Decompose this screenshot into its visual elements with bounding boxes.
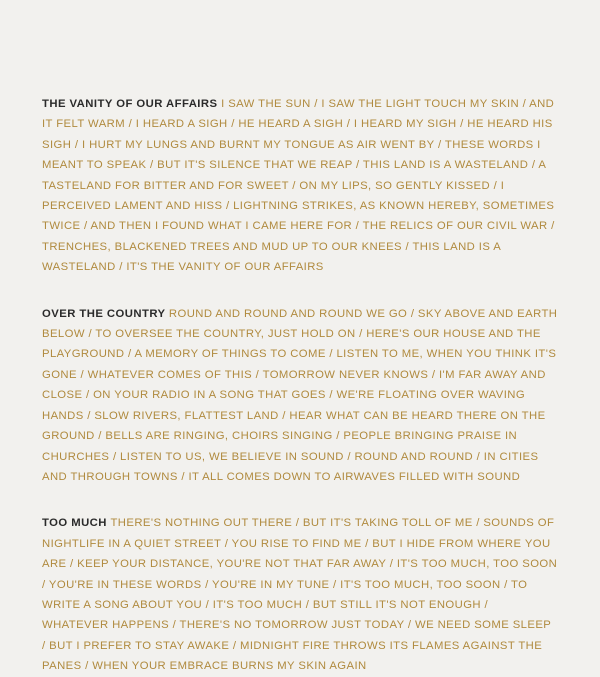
song-paragraph bbox=[42, 94, 558, 278]
song-lyrics: THERE'S NOTHING OUT THERE / BUT IT'S TAKING TOLL OF ME / SOUNDS OF NIGHTLIFE IN A QUIET STREET / YOU RISE TO FIND ME / BUT I HIDE FROM WHERE YOU ARE / KEEP YOUR DISTANCE, YOU'RE NOT THAT FAR AWAY / IT'S TOO MUCH, TOO SOON / YOU'RE IN THESE WORDS / YOU'RE IN MY TUNE / IT'S TOO MUCH, TOO SOON / TO WRITE A SONG ABOUT YOU / IT'S TOO MUCH / BUT STILL IT'S NOT ENOUGH / WHATEVER HAPPENS / THERE'S NO TOMORROW JUST TODAY / WE NEED SOME SLEEP / BUT I PREFER TO STAY AWAKE / MIDNIGHT FIRE THROWS ITS FLAMES AGAINST THE PANES / WHEN YOUR EMBRACE BURNS MY SKIN AGAIN bbox=[42, 517, 558, 673]
song-block bbox=[42, 513, 558, 676]
song-block bbox=[42, 304, 558, 488]
song-lyrics: ROUND AND ROUND AND ROUND WE GO / SKY ABOVE AND EARTH BELOW / TO OVERSEE THE COUNTRY, JUST HOLD ON / HERE'S OUR HOUSE AND THE PLAYGROUND / A MEMORY OF THINGS TO COME / LISTEN TO ME, WHEN YOU THINK IT'S GONE / WHATEVER COMES OF THIS / TOMORROW NEVER KNOWS / I'M FAR AWAY AND CLOSE / ON YOUR RADIO IN A SONG THAT GOES / WE'RE FLOATING OVER WAVING HANDS / SLOW RIVERS, FLATTEST LAND / HEAR WHAT CAN BE HEARD THERE ON THE GROUND / BELLS ARE RINGING, CHOIRS SINGING / PEOPLE BRINGING PRAISE IN CHURCHES / LISTEN TO US, WE BELIEVE IN SOUND / ROUND AND ROUND / IN CITIES AND THROUGH TOWNS / IT ALL COMES DOWN TO AIRWAVES FILLED WITH SOUND bbox=[42, 307, 558, 483]
song-title: THE VANITY OF OUR AFFAIRS bbox=[42, 98, 222, 110]
song-title: OVER THE COUNTRY bbox=[42, 307, 169, 320]
song-title: TOO MUCH bbox=[42, 517, 111, 530]
song-lyrics: I SAW THE SUN / I SAW THE LIGHT TOUCH MY SKIN / AND IT FELT WARM / I HEARD A SIGH / HE HEARD A SIGH / I HEARD MY SIGH / HE HEARD HIS SIGH / I HURT MY LUNGS AND BURNT MY TONGUE AS AIR WENT BY / THESE WORDS I MEANT TO SPEAK / BUT IT'S SILENCE THAT WE REAP / THIS LAND IS A WASTELAND / A TASTELAND FOR BITTER AND FOR SWEET / ON MY LIPS, SO GENTLY KISSED / I PERCEIVED LAMENT AND HISS / LIGHTNING STRIKES, AS KNOWN HEREBY, SOMETIMES TWICE / AND THEN I FOUND WHAT I CAME HERE FOR / THE RELICS OF OUR CIVIL WAR / TRENCHES, BLACKENED TREES AND MUD UP TO OUR KNEES / THIS LAND IS A WASTELAND / IT'S THE VANITY OF OUR AFFAIRS bbox=[42, 98, 555, 274]
song-paragraph bbox=[42, 304, 558, 488]
song-paragraph bbox=[42, 513, 558, 676]
song-block bbox=[42, 94, 558, 278]
